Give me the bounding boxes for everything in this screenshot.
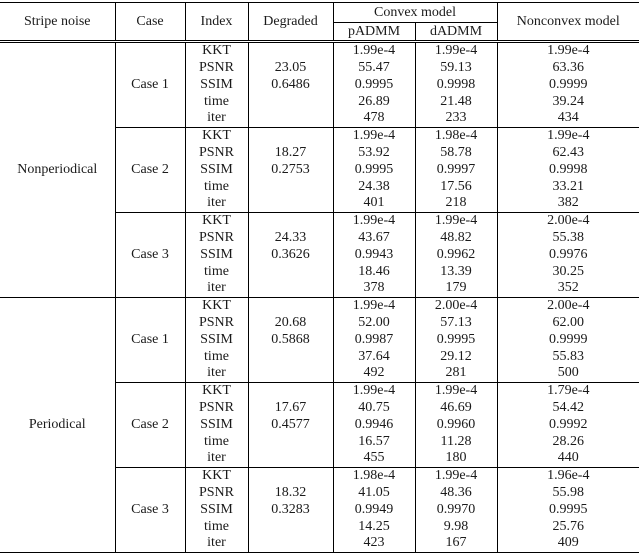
cell-padmm: 1.98e-4 [333, 467, 415, 484]
cell-nonconvex: 55.83 [497, 348, 639, 365]
table-row [0, 42, 639, 60]
cell-index: SSIM [185, 76, 248, 93]
cell-index: PSNR [185, 484, 248, 501]
cell-degraded [248, 450, 333, 467]
cell-degraded [248, 110, 333, 127]
header-index: Index [185, 3, 248, 42]
cell-padmm: 53.92 [333, 144, 415, 161]
cell-padmm: 1.99e-4 [333, 127, 415, 144]
cell-nonconvex: 382 [497, 195, 639, 212]
cell-nonconvex: 33.21 [497, 178, 639, 195]
cell-padmm: 16.57 [333, 433, 415, 450]
cell-index: time [185, 93, 248, 110]
cell-nonconvex: 54.42 [497, 399, 639, 416]
cell-degraded [248, 433, 333, 450]
header-nonconvex-model: Nonconvex model [497, 3, 639, 42]
cell-degraded: 0.3626 [248, 246, 333, 263]
cell-degraded [248, 263, 333, 280]
section-label: Nonperiodical [17, 161, 98, 177]
cell-degraded: 17.67 [248, 399, 333, 416]
results-table [0, 2, 639, 553]
cell-index: iter [185, 450, 248, 467]
cell-padmm: 1.99e-4 [333, 212, 415, 229]
cell-dadmm: 29.12 [415, 348, 497, 365]
cell-padmm: 43.67 [333, 229, 415, 246]
cell-index: time [185, 348, 248, 365]
cell-index: PSNR [185, 229, 248, 246]
cell-padmm: 18.46 [333, 263, 415, 280]
cell-nonconvex: 0.9999 [497, 76, 639, 93]
cell-degraded [248, 212, 333, 229]
cell-nonconvex: 1.96e-4 [497, 467, 639, 484]
cell-dadmm: 59.13 [415, 59, 497, 76]
cell-dadmm: 0.9997 [415, 161, 497, 178]
cell-index: SSIM [185, 501, 248, 518]
cell-degraded [248, 365, 333, 382]
cell-degraded [248, 348, 333, 365]
header-padmm: pADMM [333, 23, 415, 42]
cell-degraded [248, 382, 333, 399]
cell-dadmm: 2.00e-4 [415, 297, 497, 314]
cell-index: PSNR [185, 59, 248, 76]
case-label: Case 1 [115, 42, 185, 128]
cell-dadmm: 13.39 [415, 263, 497, 280]
cell-padmm: 1.99e-4 [333, 297, 415, 314]
case-label: Case 2 [115, 127, 185, 212]
cell-degraded [248, 467, 333, 484]
cell-degraded: 0.6486 [248, 76, 333, 93]
cell-dadmm: 58.78 [415, 144, 497, 161]
cell-index: SSIM [185, 246, 248, 263]
cell-nonconvex: 0.9995 [497, 501, 639, 518]
cell-degraded [248, 42, 333, 60]
cell-nonconvex: 500 [497, 365, 639, 382]
header-convex-model: Convex model [333, 3, 497, 23]
cell-padmm: 0.9943 [333, 246, 415, 263]
cell-degraded: 18.27 [248, 144, 333, 161]
header-degraded: Degraded [248, 3, 333, 42]
cell-degraded [248, 93, 333, 110]
cell-padmm: 14.25 [333, 518, 415, 535]
cell-nonconvex: 1.79e-4 [497, 382, 639, 399]
section-label: Periodical [0, 297, 115, 552]
cell-dadmm: 9.98 [415, 518, 497, 535]
cell-degraded [248, 535, 333, 552]
cell-nonconvex: 2.00e-4 [497, 212, 639, 229]
cell-dadmm: 48.36 [415, 484, 497, 501]
cell-nonconvex: 0.9998 [497, 161, 639, 178]
cell-padmm: 0.9949 [333, 501, 415, 518]
cell-dadmm: 57.13 [415, 314, 497, 331]
case-label: Case 1 [115, 297, 185, 382]
cell-nonconvex: 352 [497, 280, 639, 297]
cell-dadmm: 48.82 [415, 229, 497, 246]
cell-degraded [248, 195, 333, 212]
cell-index: time [185, 263, 248, 280]
cell-dadmm: 281 [415, 365, 497, 382]
cell-degraded: 20.68 [248, 314, 333, 331]
cell-index: time [185, 433, 248, 450]
cell-index: iter [185, 535, 248, 552]
cell-dadmm: 0.9960 [415, 416, 497, 433]
cell-padmm: 455 [333, 450, 415, 467]
cell-degraded [248, 178, 333, 195]
cell-padmm: 401 [333, 195, 415, 212]
cell-padmm: 492 [333, 365, 415, 382]
cell-dadmm: 218 [415, 195, 497, 212]
cell-dadmm: 167 [415, 535, 497, 552]
cell-dadmm: 1.99e-4 [415, 382, 497, 399]
cell-nonconvex: 2.00e-4 [497, 297, 639, 314]
cell-nonconvex: 1.99e-4 [497, 42, 639, 60]
cell-dadmm: 233 [415, 110, 497, 127]
cell-padmm: 40.75 [333, 399, 415, 416]
cell-padmm: 55.47 [333, 59, 415, 76]
cell-dadmm: 180 [415, 450, 497, 467]
cell-degraded: 24.33 [248, 229, 333, 246]
cell-dadmm: 11.28 [415, 433, 497, 450]
cell-index: KKT [185, 212, 248, 229]
cell-padmm: 0.9995 [333, 76, 415, 93]
cell-nonconvex: 30.25 [497, 263, 639, 280]
cell-nonconvex: 28.26 [497, 433, 639, 450]
cell-degraded [248, 297, 333, 314]
cell-degraded: 0.2753 [248, 161, 333, 178]
cell-dadmm: 0.9970 [415, 501, 497, 518]
cell-nonconvex: 0.9999 [497, 331, 639, 348]
cell-dadmm: 179 [415, 280, 497, 297]
cell-nonconvex: 440 [497, 450, 639, 467]
cell-index: SSIM [185, 416, 248, 433]
cell-degraded: 0.5868 [248, 331, 333, 348]
cell-nonconvex: 63.36 [497, 59, 639, 76]
case-label: Case 3 [115, 212, 185, 297]
cell-degraded: 0.4577 [248, 416, 333, 433]
cell-index: iter [185, 365, 248, 382]
cell-padmm: 1.99e-4 [333, 42, 415, 60]
cell-index: PSNR [185, 144, 248, 161]
cell-index: iter [185, 280, 248, 297]
cell-dadmm: 1.99e-4 [415, 212, 497, 229]
cell-degraded [248, 127, 333, 144]
cell-dadmm: 21.48 [415, 93, 497, 110]
cell-nonconvex: 25.76 [497, 518, 639, 535]
cell-index: iter [185, 110, 248, 127]
cell-degraded [248, 280, 333, 297]
cell-padmm: 478 [333, 110, 415, 127]
header-dadmm: dADMM [415, 23, 497, 42]
table-body [0, 42, 639, 553]
cell-nonconvex: 409 [497, 535, 639, 552]
cell-nonconvex: 55.98 [497, 484, 639, 501]
cell-index: KKT [185, 297, 248, 314]
cell-dadmm: 0.9962 [415, 246, 497, 263]
cell-nonconvex: 434 [497, 110, 639, 127]
cell-padmm: 26.89 [333, 93, 415, 110]
cell-padmm: 24.38 [333, 178, 415, 195]
cell-dadmm: 1.98e-4 [415, 127, 497, 144]
cell-index: time [185, 178, 248, 195]
cell-index: PSNR [185, 314, 248, 331]
header-case: Case [115, 3, 185, 42]
cell-index: PSNR [185, 399, 248, 416]
cell-padmm: 378 [333, 280, 415, 297]
cell-nonconvex: 0.9976 [497, 246, 639, 263]
cell-index: KKT [185, 382, 248, 399]
cell-padmm: 0.9995 [333, 161, 415, 178]
cell-padmm: 37.64 [333, 348, 415, 365]
cell-nonconvex: 55.38 [497, 229, 639, 246]
cell-index: KKT [185, 467, 248, 484]
cell-dadmm: 0.9998 [415, 76, 497, 93]
case-label: Case 2 [115, 382, 185, 467]
cell-nonconvex: 0.9992 [497, 416, 639, 433]
cell-degraded: 23.05 [248, 59, 333, 76]
case-label: Case 3 [115, 467, 185, 552]
cell-index: time [185, 518, 248, 535]
cell-index: SSIM [185, 331, 248, 348]
cell-nonconvex: 62.00 [497, 314, 639, 331]
cell-nonconvex: 1.99e-4 [497, 127, 639, 144]
cell-dadmm: 1.99e-4 [415, 467, 497, 484]
cell-index: SSIM [185, 161, 248, 178]
cell-padmm: 0.9946 [333, 416, 415, 433]
cell-degraded: 0.3283 [248, 501, 333, 518]
cell-padmm: 52.00 [333, 314, 415, 331]
cell-nonconvex: 39.24 [497, 93, 639, 110]
cell-dadmm: 46.69 [415, 399, 497, 416]
cell-degraded [248, 518, 333, 535]
cell-index: KKT [185, 127, 248, 144]
cell-padmm: 423 [333, 535, 415, 552]
cell-index: iter [185, 195, 248, 212]
cell-dadmm: 1.99e-4 [415, 42, 497, 60]
cell-nonconvex: 62.43 [497, 144, 639, 161]
cell-dadmm: 17.56 [415, 178, 497, 195]
cell-dadmm: 0.9995 [415, 331, 497, 348]
cell-padmm: 1.99e-4 [333, 382, 415, 399]
table-row [0, 297, 639, 314]
cell-padmm: 41.05 [333, 484, 415, 501]
cell-padmm: 0.9987 [333, 331, 415, 348]
table-header [0, 3, 639, 42]
cell-degraded: 18.32 [248, 484, 333, 501]
cell-index: KKT [185, 42, 248, 60]
header-stripe-noise: Stripe noise [0, 3, 115, 42]
